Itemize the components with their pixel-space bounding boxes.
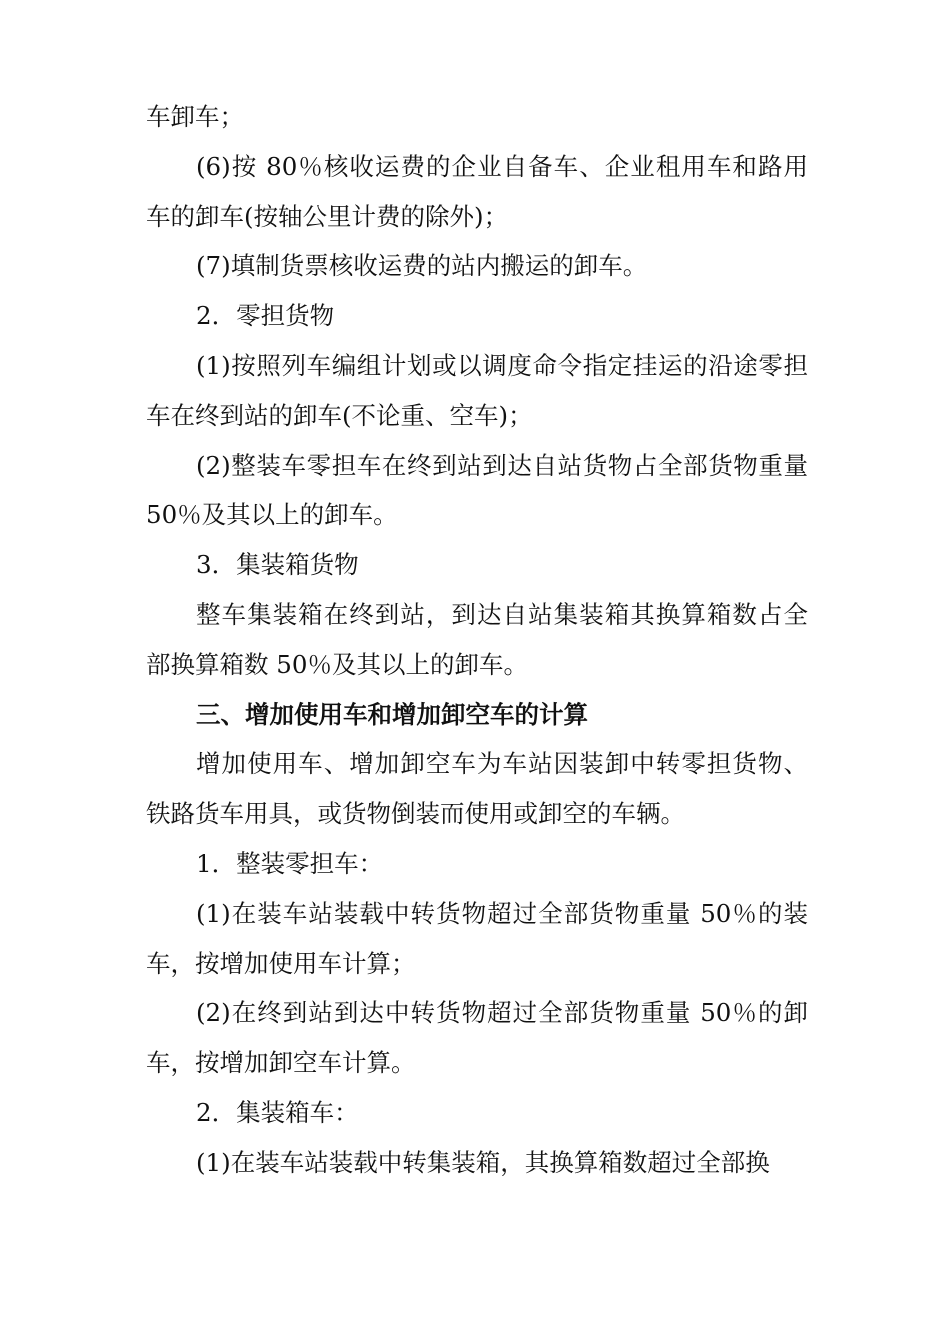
subheading-container-car: 2．集装箱车： [196, 1097, 359, 1127]
subheading-full-ltl-car: 1．整装零担车： [196, 848, 384, 878]
section-heading-3: 三、增加使用车和增加卸空车的计算 [196, 699, 588, 729]
paragraph-ltl-item-2: (2)整装车零担车在终到站到达自站货物占全部货物重量 50％及其以上的卸车。 [146, 450, 808, 530]
paragraph-full-ltl-item-1: (1)在装车站装载中转货物超过全部货物重量 50％的装车，按增加使用车计算； [146, 898, 808, 978]
paragraph-continuation: 车卸车； [146, 102, 244, 131]
paragraph-full-ltl-item-2: (2)在终到站到达中转货物超过全部货物重量 50％的卸车，按增加卸空车计算。 [146, 998, 808, 1078]
paragraph-container-rule: 整车集装箱在终到站，到达自站集装箱其换算箱数占全部换算箱数 50％及其以上的卸车。 [146, 599, 808, 679]
paragraph-ltl-item-1: (1)按照列车编组计划或以调度命令指定挂运的沿途零担车在终到站的卸车(不论重、空车)； [146, 350, 808, 430]
paragraph-container-car-item-1: (1)在装车站装载中转集装箱，其换算箱数超过全部换 [196, 1147, 770, 1177]
subheading-ltl-cargo: 2．零担货物 [196, 301, 335, 331]
subheading-container-cargo: 3．集装箱货物 [196, 550, 359, 580]
paragraph-definition: 增加使用车、增加卸空车为车站因装卸中转零担货物、铁路货车用具，或货物倒装而使用或卸空的车辆。 [146, 749, 808, 829]
paragraph-item-6: (6)按 80％核收运费的企业自备车、企业租用车和路用车的卸车(按轴公里计费的除外)； [146, 151, 808, 231]
paragraph-item-7: (7)填制货票核收运费的站内搬运的卸车。 [196, 251, 648, 281]
document-body [146, 92, 808, 1188]
